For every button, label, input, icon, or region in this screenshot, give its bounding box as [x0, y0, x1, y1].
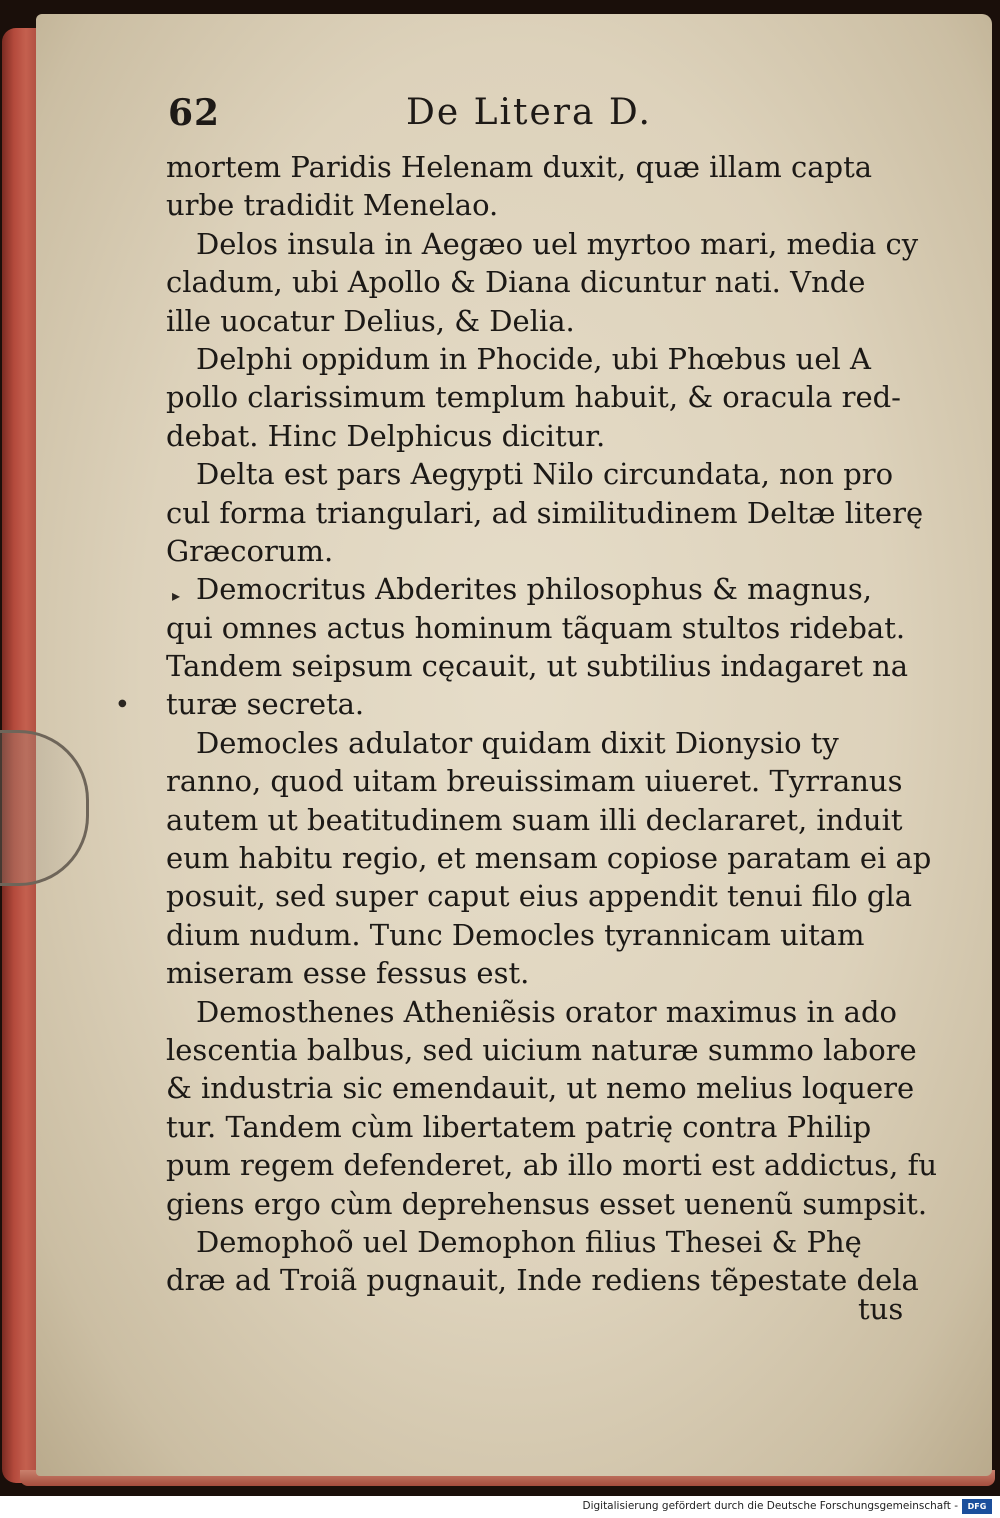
text-line: Democles adulator quidam dixit Dionysio ty: [196, 725, 839, 760]
text-line: qui omnes actus hominum tãquam stultos ridebat.: [166, 610, 906, 645]
text-line: cul forma triangulari, ad similitudinem Deltæ literę: [166, 495, 924, 530]
catchword: tus: [858, 1292, 904, 1326]
speck-icon: ●: [118, 698, 127, 709]
text-line: eum habitu regio, et mensam copiose paratam ei ap: [166, 841, 932, 876]
text-line: Græcorum.: [166, 533, 334, 568]
text-line: giens ergo cùm deprehensus esset uenenũ sumpsit.: [166, 1186, 928, 1221]
text-line: debat. Hinc Delphicus dicitur.: [166, 418, 606, 453]
text-line: pum regem defenderet, ab illo morti est addictus, fu: [166, 1148, 938, 1183]
text-line: lescentia balbus, sed uicium naturæ summo labore: [166, 1032, 917, 1067]
text-line: autem ut beatitudinem suam illi declararet, induit: [166, 802, 903, 837]
text-line: ille uocatur Delius, & Delia.: [166, 303, 575, 338]
text-line: Tandem seipsum cęcauit, ut subtilius indagaret na: [166, 649, 909, 684]
text-line: tur. Tandem cùm libertatem patrię contra Philip: [166, 1109, 872, 1144]
text-line: dræ ad Troiã pugnauit, Inde rediens tẽpestate dela: [166, 1263, 919, 1298]
text-line: mortem Paridis Helenam duxit, quæ illam capta: [166, 150, 873, 184]
text-line: Democritus Abderites philosophus & magnus,: [196, 572, 872, 607]
running-head: De Litera D.: [406, 92, 652, 133]
body-text: [166, 148, 938, 1300]
text-line: Delos insula in Aegæo uel myrtoo mari, media cy: [196, 226, 919, 261]
page-header: [168, 92, 728, 142]
text-line: urbe tradidit Menelao.: [166, 188, 499, 223]
text-line: miseram esse fessus est.: [166, 956, 530, 991]
text-line: turæ secreta.: [166, 687, 365, 722]
dfg-logo: DFG: [962, 1499, 992, 1514]
footer-credit: Digitalisierung gefördert durch die Deutsche Forschungsgemeinschaft -: [582, 1500, 958, 1512]
text-line: cladum, ubi Apollo & Diana dicuntur nati. Vnde: [166, 265, 866, 300]
footer-bar: [0, 1496, 1000, 1518]
folio-number: 62: [168, 92, 221, 134]
text-line: & industria sic emendauit, ut nemo melius loquere: [166, 1071, 915, 1106]
text-line: ranno, quod uitam breuissimam uiueret. Tyrranus: [166, 764, 903, 799]
text-line: Demosthenes Atheniẽsis orator maximus in ado: [196, 994, 897, 1029]
text-line: Delta est pars Aegypti Nilo circundata, non pro: [196, 457, 894, 492]
margin-mark-icon: ▸: [172, 586, 181, 605]
text-line: Demophoõ uel Demophon filius Thesei & Phę: [196, 1224, 862, 1259]
text-line: dium nudum. Tunc Democles tyrannicam uitam: [166, 917, 865, 952]
text-line: pollo clarissimum templum habuit, & oracula red-: [166, 380, 901, 415]
text-line: Delphi oppidum in Phocide, ubi Phœbus uel A: [196, 341, 871, 376]
text-line: posuit, sed super caput eius appendit tenui filo gla: [166, 879, 913, 914]
